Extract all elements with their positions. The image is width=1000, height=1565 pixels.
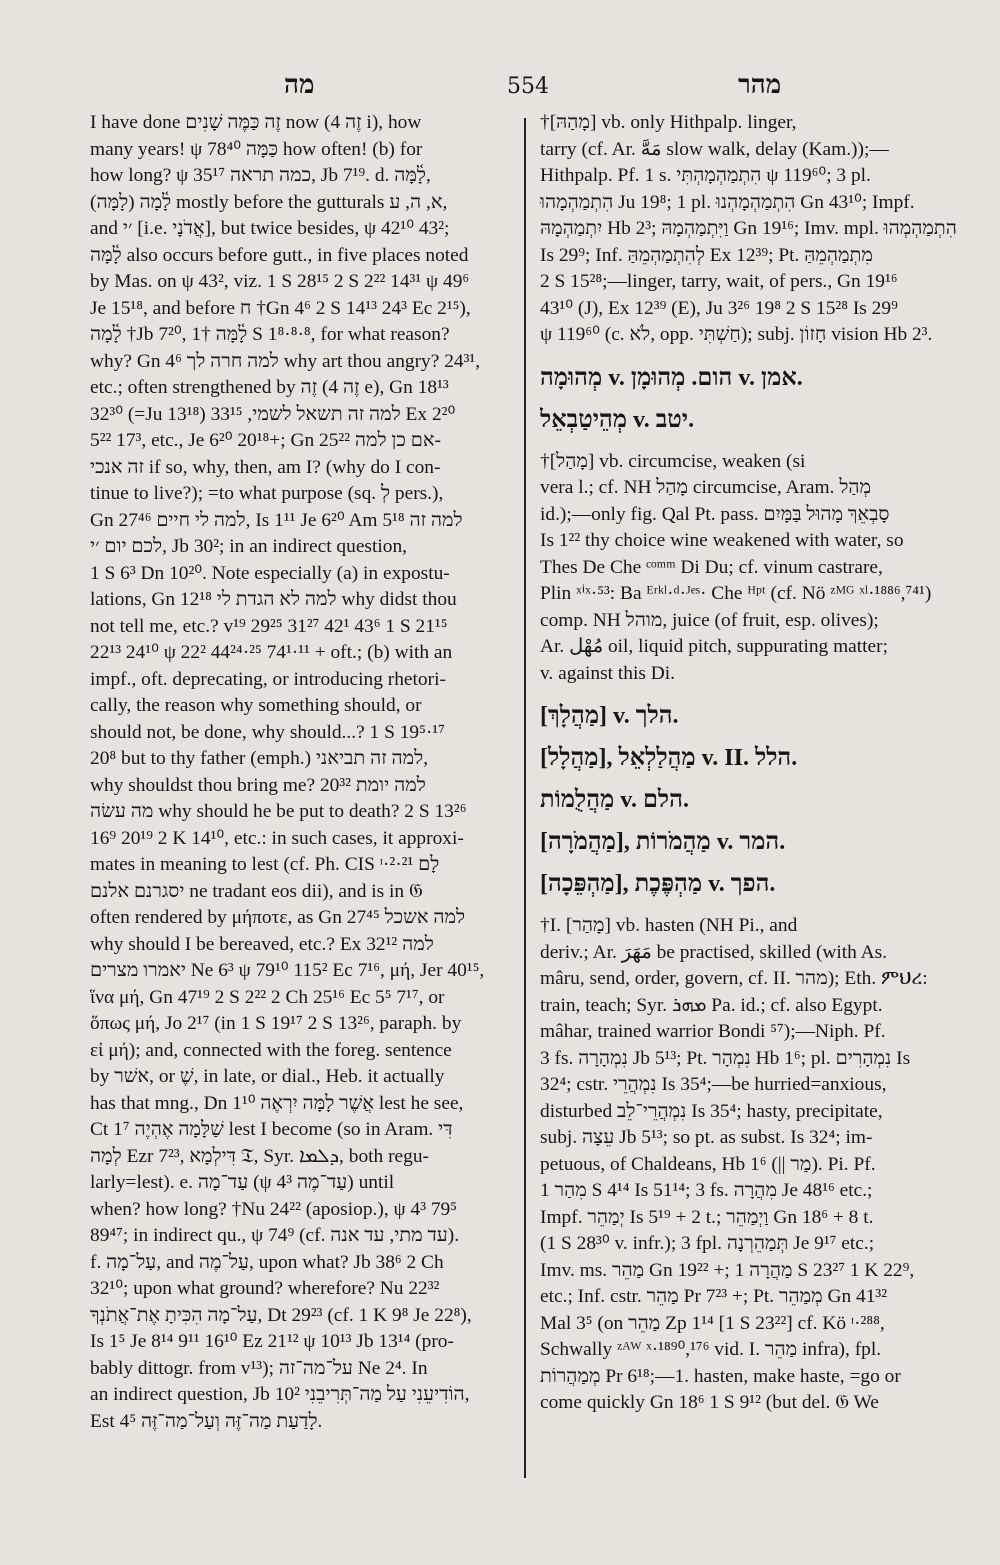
text-line: 16⁹ 20¹⁹ 2 K 14¹⁰, etc.: in such cases, it approxi- [90, 827, 464, 849]
text-line: has that mng., Dn 1¹⁰ אֲשֶׁר לָמָּה יִרְאֶה lest he see, [90, 1092, 464, 1114]
text-line: זה אנכי if so, why, then, am I? (why do I con- [90, 456, 441, 478]
text-line: Mal 3⁵ (on מַהֵר Zp 1¹⁴ [1 S 23²²] cf. Kö ᶦ·²⁸⁸, [540, 1312, 885, 1334]
text-line: Est 4⁵ לָדַעַת מַה־זֶּה וְעַל־מַה־זֶּה. [90, 1410, 323, 1432]
text-line: 3 fs. נִמְהָרָה Jb 5¹³; Pt. נִמְהָר Hb 1⁶; pl. נִמְהָרִים Is [540, 1047, 911, 1069]
left-column [90, 110, 515, 1435]
text-line: bably dittogr. from v¹³); על־מה־זה Ne 2⁴. In [90, 1357, 428, 1379]
cross-reference: מַהֲלֻמוֹת v. הלם. [540, 787, 689, 813]
text-line: v. against this Di. [540, 662, 676, 684]
right-column [540, 110, 960, 1417]
text-line: I have done זֶה כַּמֶּה שָׁנִים now (זֶה 4 i), how [90, 112, 422, 133]
text-line: vera l.; cf. NH מָהַל circumcise, Aram. מְהַל [540, 477, 872, 498]
text-line: cally, the reason why something should, or [90, 695, 422, 716]
text-line: 43¹⁰ (J), Ex 12³⁹ (E), Ju 3²⁶ 19⁸ 2 S 15²⁸ Is 29⁹ [540, 297, 898, 319]
text-line: 5²² 17³, etc., Je 6²⁰ 20¹⁸+; Gn 25²² אם כן למה- [90, 430, 441, 451]
text-line: לְמָה Ezr 7²³, דִּילְמָא 𝔗, Syr. ܕܠܡܐ, both regu- [90, 1145, 429, 1167]
cross-reference: [מַהֲלָךְ] v. הלך. [540, 703, 679, 729]
text-line: Is 1⁵ Je 8¹⁴ 9¹¹ 16¹⁰ Ez 21¹² ψ 10¹³ Jb 13¹⁴ (pro- [90, 1331, 454, 1352]
text-line: come quickly Gn 18⁶ 1 S 9¹² (but del. 𝔊 We [540, 1392, 879, 1413]
text-line: 32¹⁰; upon what ground? wherefore? Nu 22³² [90, 1278, 440, 1299]
text-line: הִתְמַהְמָהוּ Ju 19⁸; 1 pl. הִתְמַהְמָהְנוּ Gn 43¹⁰; Impf. [540, 191, 915, 213]
text-line: why shouldst thou bring me? 20³² למה יומת [90, 774, 426, 796]
running-head-left: מה [284, 70, 315, 100]
text-line: Hithpalp. Pf. 1 s. הִתְמַהְמָהְתִּי ψ 119⁶⁰; 3 pl. [540, 165, 871, 186]
page-number: 554 [507, 74, 549, 99]
text-line: Schwally ᶻᴬᵂ ˣ·¹⁸⁹⁰,¹⁷⁶ vid. I. מַהֵר infra), fpl. [540, 1339, 882, 1360]
text-line: larly=lest). e. עַד־מָה (ψ 4³ עַד־מֶה) until [90, 1172, 395, 1193]
page-header [0, 70, 1000, 114]
text-line: 89⁴⁷; in indirect qu., ψ 74⁹ (cf. עד מתי, עד אנה). [90, 1225, 460, 1246]
text-line: Is 29⁹; Inf. לְהִתְמַהְמֵהַּ Ex 12³⁹; Pt. מִתְמַהְמֵהַּ [540, 244, 873, 266]
text-line: Imv. ms. מַהֵר Gn 19²² +; מַהֲרָה 1 S 23²⁷ 1 K 22⁹, [540, 1259, 915, 1281]
text-line: and ׳י [i.e. אֲדֹנָי], but twice besides, ψ 42¹⁰ 43²; [90, 218, 450, 239]
text-line: מְמַהֲרוֹת Pr 6¹⁸;—1. hasten, make haste, =go or [540, 1365, 901, 1387]
cross-reference: מְהוּמָה v. הום. מְהוּמָן v. אמן. [540, 364, 803, 391]
text-line: 22¹³ 24¹⁰ ψ 22² 44²⁴·²⁵ 74¹·¹¹ + oft.; (b) with an [90, 642, 453, 663]
text-line: εἰ μή); and, connected with the foreg. sentence [90, 1039, 452, 1061]
text-line: etc.; often strengthened by זֶה (זֶה 4 e), Gn 18¹³ [90, 377, 449, 398]
text-line: why? Gn 4⁶ למה חרה לך why art thou angry? 24³¹, [90, 350, 481, 372]
cross-reference: [מַהֲלָל], מַהֲלַלְאֵל v. II. הלל. [540, 745, 798, 771]
text-line: impf., oft. deprecating, or introducing rhetori- [90, 668, 446, 690]
running-head-right: מהר [738, 70, 782, 100]
column-divider [524, 118, 526, 1478]
text-line: should not, be done, why should...? 1 S 19⁵·¹⁷ [90, 721, 445, 743]
text-line: יאמרו מצרים Ne 6³ ψ 79¹⁰ 115² Ec 7¹⁶, μή, Jer 40¹⁵, [90, 960, 485, 981]
text-line: many years! ψ 78⁴⁰ כַּמָּה how often! (b) for [90, 138, 423, 160]
text-line: mâhar, trained warrior Bondi ⁵⁷);—Niph. Pf. [540, 1021, 886, 1042]
text-line: מה עשׂה why should he be put to death? 2 S 13²⁶ [90, 801, 467, 822]
text-line: tinue to live?); =to what purpose (sq. לְ pers.), [90, 483, 444, 504]
text-line: ψ 119⁶⁰ (c. לֹא, opp. חַשְׁתִּי); subj. חָזוֹן vision Hb 2³. [540, 324, 933, 345]
text-line: subj. עֵצָה Jb 5¹³; so pt. as subst. Is 32⁴; im- [540, 1127, 873, 1148]
text-line: ἵνα μή, Gn 47¹⁹ 2 S 2²² 2 Ch 25¹⁶ Ec 5⁵ 7¹⁷, or [90, 986, 445, 1008]
text-line: לָ֫מָה †Jb 7²⁰, לָ֫מָּה †1 S 1⁸·⁸·⁸, for what reason? [90, 324, 450, 345]
text-line: mates in meaning to lest (cf. Ph. CIS ᶦ·²·²¹ לָם [90, 854, 440, 875]
text-line: 2 S 15²⁸;—linger, tarry, wait, of pers., Gn 19¹⁶ [540, 271, 898, 292]
text-line: לָ֫מָה (לָמָּה) mostly before the gutturals א, ה, ע, [90, 191, 448, 213]
text-line: †[מָהַהּ] vb. only Hithpalp. linger, [540, 112, 797, 133]
text-line: mâru, send, order, govern, cf. II. מהר); Eth. ምህረ: [540, 968, 928, 989]
text-line: f. עַל־מָה, and עַל־מֶה, upon what? Jb 38⁶ 2 Ch [90, 1251, 444, 1273]
text-line: עַל־מָה הִכִּיתָ אֶת־אֲתֹנְךָ, Dt 29²³ (cf. 1 K 9⁸ Je 22⁸), [90, 1304, 472, 1326]
text-line: lations, Gn 12¹⁸ למה לא הגדת לי why didst thou [90, 589, 457, 610]
text-line: 20⁸ but to thy father (emph.) למה זה תביאני, [90, 748, 429, 769]
text-line: when? how long? †Nu 24²² (aposiop.), ψ 4³ 79⁵ [90, 1198, 458, 1220]
text-line: tarry (cf. Ar. مَهَّ slow walk, delay (Kam.));— [540, 138, 889, 160]
text-line: †[מָהַל] vb. circumcise, weaken (si [540, 450, 806, 472]
cross-reference: מְהֵיטַבְאֵל v. יטב. [540, 406, 695, 433]
text-line: train, teach; Syr. ܡܗܪ Pa. id.; cf. also Egypt. [540, 994, 883, 1016]
text-line: לָ֫מָּה also occurs before gutt., in five places noted [90, 244, 469, 266]
text-line: disturbed נִמְהֲרֵי־לֵב Is 35⁴; hasty, precipitate, [540, 1100, 883, 1122]
text-line: etc.; Inf. cstr. מַהֵר Pr 7²³ +; Pt. מְמַהֵר Gn 41³² [540, 1286, 888, 1307]
text-line: petuous, of Chaldeans, Hb 1⁶ (|| מַר). Pi. Pf. [540, 1153, 876, 1175]
text-line: ὅπως μή, Jo 2¹⁷ (in 1 S 19¹⁷ 2 S 13²⁶, paraph. by [90, 1013, 462, 1034]
text-line: by אשׁר, or שֶׁ, in late, or dial., Heb. it actually [90, 1066, 445, 1087]
cross-reference-group-b [540, 695, 960, 905]
text-line: not tell me, etc.? v¹⁹ 29²⁵ 31²⁷ 42¹ 43⁶ 1 S 21¹⁵ [90, 615, 448, 637]
text-line: why should I be bereaved, etc.? Ex 32¹² למה [90, 933, 434, 955]
text-line: (1 S 28³⁰ v. infr.); 3 fpl. תְּמַהֵרְנָה Je 9¹⁷ etc.; [540, 1233, 875, 1254]
text-line: Is 1²² thy choice wine weakened with water, so [540, 530, 904, 551]
text-line: †I. [מָהַר] vb. hasten (NH Pi., and [540, 915, 798, 936]
cross-reference-group-a [540, 357, 960, 441]
text-line: Ar. مُهْل oil, liquid pitch, suppurating matter; [540, 636, 889, 657]
text-line: 1 S 6³ Dn 10²⁰. Note especially (a) in expostu- [90, 562, 450, 584]
text-line: how long? ψ 35¹⁷ כמה תראה, Jb 7¹⁹. d. לָ֫מָּה, [90, 165, 431, 186]
text-line: comp. NH מוהל, juice (of fruit, esp. olives); [540, 609, 879, 631]
entry-mahar [540, 913, 960, 1417]
text-line: by Mas. on ψ 43², viz. 1 S 28¹⁵ 2 S 2²² 14³¹ ψ 49⁶ [90, 271, 470, 292]
text-line: יִתְמַהְמָהּ Hb 2³; וַיִּתְמַהְמָהּ Gn 19¹⁶; Imv. mpl. הִתְמַהְמְהוּ [540, 218, 957, 239]
text-line: Gn 27⁴⁶ למה לי חיים, Is 1¹¹ Je 6²⁰ Am 5¹⁸ למה זה [90, 509, 463, 531]
entry-mahah [540, 110, 960, 349]
text-line: מִהַר 1 S 4¹⁴ Is 51¹⁴; 3 fs. מִהֲרָה Je 48¹⁶ etc.; [540, 1180, 873, 1201]
text-line: לכם יום ׳י, Jb 30²; in an indirect question, [90, 536, 407, 557]
text-line: id.);—only fig. Qal Pt. pass. סָבְאֵךְ מָהוּל בַּמָּיִם [540, 503, 890, 525]
text-line: Impf. יְמַהֵר Is 5¹⁹ + 2 t.; וַיְמַהֵר Gn 18⁶ + 8 t. [540, 1206, 874, 1228]
text-line: Ct 1⁷ שַׁלָּמָה אֶהְיֶה lest I become (so in Aram. דִּי [90, 1119, 453, 1140]
text-line: Je 15¹⁸, and before ח †Gn 4⁶ 2 S 14¹³ 24³ Ec 2¹⁵), [90, 297, 471, 319]
cross-reference: [מַהֲמֹרָה], מַהֲמֹרוֹת v. המר. [540, 829, 786, 855]
text-line: Plin ˣⁱˣ·⁵³: Ba ᴱʳᵏˡ·ᵈ·ᴶᵉˢ· Che ᴴᵖᵗ (cf. Nö ᶻᴹᴳ ˣˡ·¹⁸⁸⁶,⁷⁴¹) [540, 583, 932, 604]
text-line: an indirect question, Jb 10² הוֹדִיעֵנִי עַל מַה־תְּרִיבֵנִי, [90, 1384, 470, 1405]
entry-mahal [540, 449, 960, 688]
text-line: Thes De Che ᶜᵒᵐᵐ Di Du; cf. vinum castrare, [540, 556, 883, 578]
text-line: יסגרנם אלנם ne tradant eos dii), and is in 𝔊 [90, 880, 423, 902]
text-line: often rendered by μήποτε, as Gn 27⁴⁵ למה אשכל [90, 907, 466, 928]
text-line: 32³⁰ (=Ju 13¹⁸) למה זה תשאל לשמי, 33¹⁵ Ex 2²⁰ [90, 403, 456, 425]
text-line: 32⁴; cstr. נִמְהֲרֵי Is 35⁴;—be hurried=anxious, [540, 1074, 887, 1095]
text-line: deriv.; Ar. مَهَرَ be practised, skilled (with As. [540, 941, 888, 963]
cross-reference: [מַהְפֵּכָה], מַהְפֶּכֶת v. הפך. [540, 871, 776, 897]
